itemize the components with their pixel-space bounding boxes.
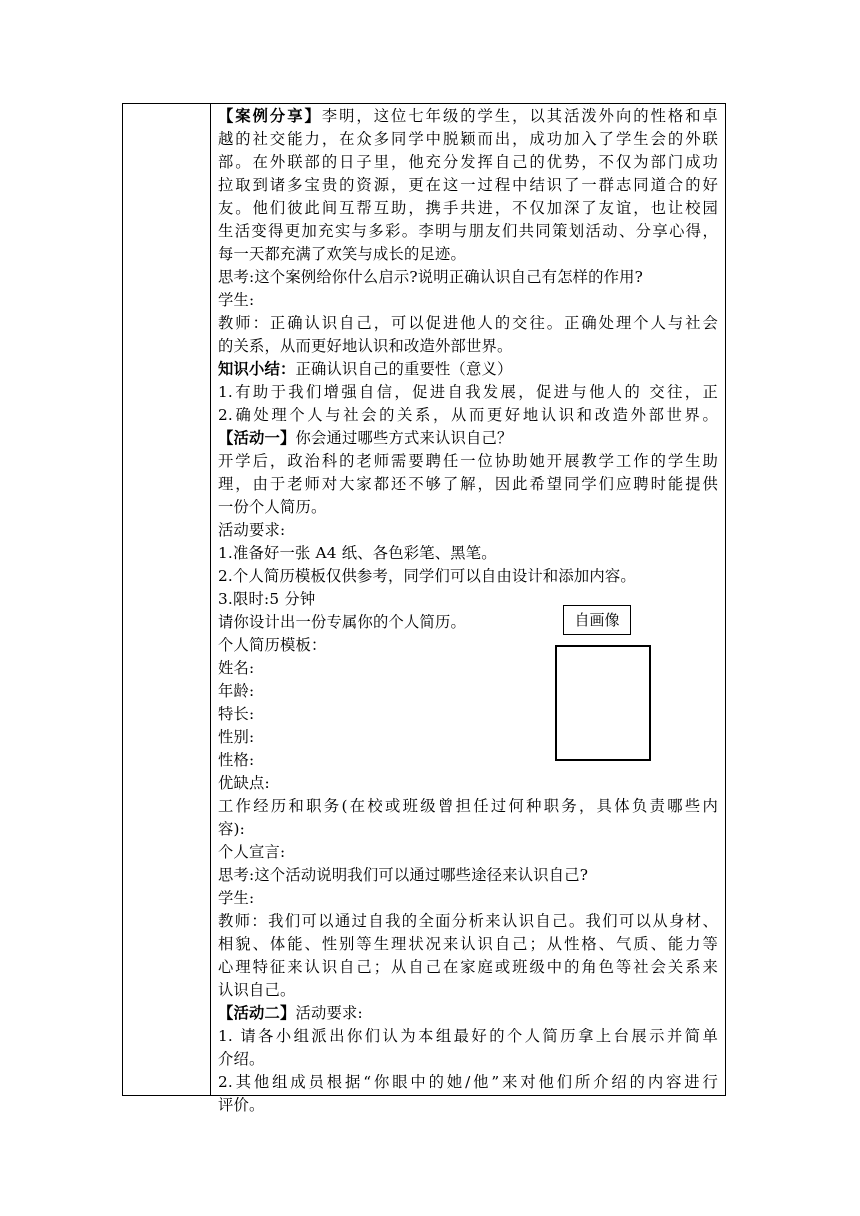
template-label: 个人简历模板： bbox=[218, 636, 327, 654]
activity1-intro-2: 理，由于老师对大家都还不够了解，因此希望同学们应聘时能提供 bbox=[218, 475, 718, 493]
field-age: 年龄: bbox=[218, 682, 255, 700]
case-line-3: 部。在外联部的日子里，他充分发挥自己的优势，不仅为部门成功 bbox=[218, 153, 718, 171]
portrait-label-box: 自画像 bbox=[563, 605, 631, 635]
teacher-line-2: 的关系，从而更好地认识和改造外部世界。 bbox=[218, 337, 513, 355]
activity1-heading-line: 【活动一】你会通过哪些方式来认识自己？ bbox=[218, 429, 513, 447]
field-pros-cons: 优缺点: bbox=[218, 774, 270, 792]
requirement-1: 1.准备好一张 A4 纸、各色彩笔、黑笔。 bbox=[218, 544, 497, 562]
field-specialty: 特长: bbox=[218, 705, 255, 723]
case-heading: 【案例分享】 bbox=[218, 107, 322, 125]
summary-item-1: 1.有助于我们增强自信，促进自我发展，促进与他人的 交往，正 bbox=[218, 383, 718, 401]
activity2-item-2-cont: 评价。 bbox=[218, 1096, 265, 1114]
activity1-intro-1: 开学后，政治科的老师需要聘任一位协助她开展教学工作的学生助 bbox=[218, 452, 718, 470]
activity2-item-1: 1. 请各小组派出你们认为本组最好的个人简历拿上台展示并简单 bbox=[218, 1027, 718, 1045]
activity1-heading: 【活动一】 bbox=[218, 429, 296, 447]
table-left-column bbox=[123, 104, 211, 1095]
activity2-heading: 【活动二】 bbox=[218, 1004, 296, 1022]
declaration-label: 个人宣言: bbox=[218, 843, 286, 861]
lesson-table bbox=[122, 103, 726, 1114]
student-label-2: 学生: bbox=[218, 889, 255, 907]
summary-label: 知识小结： bbox=[218, 360, 296, 378]
requirements-label: 活动要求: bbox=[218, 521, 286, 539]
field-gender: 性别: bbox=[218, 728, 255, 746]
teacher2-line-4: 认识自己。 bbox=[218, 981, 296, 999]
summary-line: 知识小结：正确认识自己的重要性（意义） bbox=[218, 360, 513, 378]
think-question-1: 思考:这个案例给你什么启示?说明正确认识自己有怎样的作用? bbox=[218, 268, 644, 286]
teacher2-line-3: 心理特征来认识自己；从自己在家庭或班级中的角色等社会关系来 bbox=[218, 958, 718, 976]
think-question-2: 思考:这个活动说明我们可以通过哪些途径来认识自己? bbox=[218, 866, 589, 884]
experience-line-1: 工作经历和职务(在校或班级曾担任过何种职务，具体负责哪些内 bbox=[218, 797, 718, 815]
portrait-frame bbox=[555, 645, 651, 761]
case-line-1: 【案例分享】李明，这位七年级的学生，以其活泼外向的性格和卓 bbox=[218, 107, 718, 125]
activity2-item-2: 2.其他组成员根据“你眼中的她/他”来对他们所介绍的内容进行 bbox=[218, 1073, 718, 1091]
requirement-2: 2.个人简历模板仅供参考，同学们可以自由设计和添加内容。 bbox=[218, 567, 636, 585]
field-personality: 性格: bbox=[218, 751, 255, 769]
case-line-6: 生活变得更加充实与多彩。李明与朋友们共同策划活动、分享心得， bbox=[218, 222, 718, 240]
case-line-4: 拉取到诸多宝贵的资源，更在这一过程中结识了一群志同道合的好 bbox=[218, 176, 718, 194]
student-label-1: 学生: bbox=[218, 291, 255, 309]
design-prompt: 请你设计出一份专属你的个人简历。 bbox=[218, 613, 466, 631]
requirement-3: 3.限时:5 分钟 bbox=[218, 590, 316, 608]
activity2-heading-line: 【活动二】活动要求: bbox=[218, 1004, 363, 1022]
teacher2-line-2: 相貌、体能、性别等生理状况来认识自己；从性格、气质、能力等 bbox=[218, 935, 718, 953]
activity2-item-1-cont: 介绍。 bbox=[218, 1050, 265, 1068]
teacher-line-1: 教师：正确认识自己，可以促进他人的交往。正确处理个人与社会 bbox=[218, 314, 718, 332]
field-name: 姓名: bbox=[218, 659, 255, 677]
case-line-5: 友。他们彼此间互帮互助，携手共进，不仅加深了友谊，也让校园 bbox=[218, 199, 718, 217]
case-line-2: 越的社交能力，在众多同学中脱颖而出，成功加入了学生会的外联 bbox=[218, 130, 718, 148]
experience-line-2: 容): bbox=[218, 820, 246, 838]
summary-item-2: 2.确处理个人与社会的关系，从而更好地认识和改造外部世界。 bbox=[218, 406, 718, 424]
activity1-intro-3: 一份个人简历。 bbox=[218, 498, 327, 516]
case-line-7: 每一天都充满了欢笑与成长的足迹。 bbox=[218, 245, 466, 263]
teacher2-line-1: 教师：我们可以通过自我的全面分析来认识自己。我们可以从身材、 bbox=[218, 912, 718, 930]
